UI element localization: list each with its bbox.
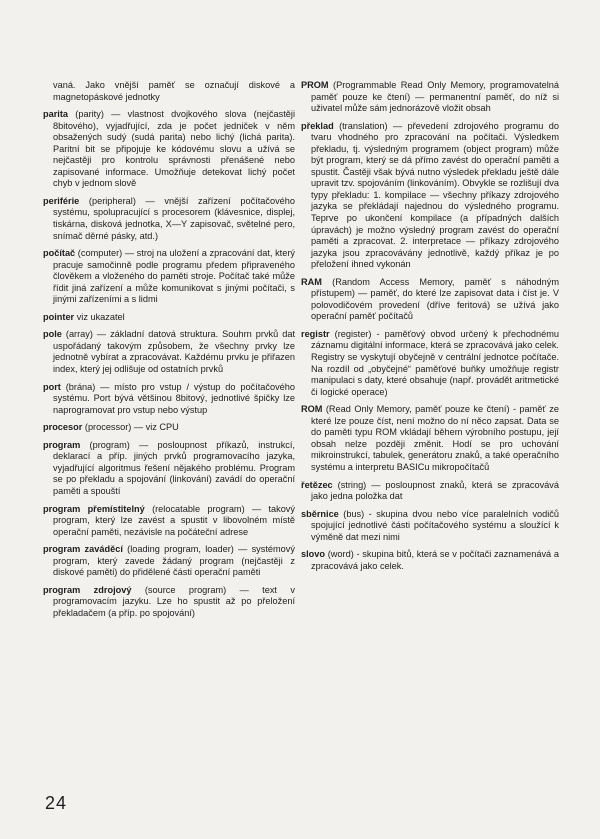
entry-term: pole bbox=[43, 329, 62, 340]
entry-text: (program) — posloupnost příkazů, instrukcí, deklarací a příp. jiných prvků programovacího jazyka, vyjadřující algoritmus řešení nějakého problému. Program se po překladu a spojování (linkování) zavádí do operační paměti a spouští bbox=[53, 439, 295, 496]
entry-term: RAM bbox=[301, 276, 322, 287]
entry-prom bbox=[301, 80, 559, 115]
entry-text: (processor) — viz CPU bbox=[82, 422, 179, 433]
entry-term: sběrnice bbox=[301, 508, 339, 519]
entry-slovo bbox=[301, 549, 559, 572]
entry-term: program přemístitelný bbox=[43, 503, 145, 514]
entry-text: (register) - paměťový obvod určený k přechodnému záznamu digitální informace, která se zpracovává jako celek. Registry se vyskytují obyčejně v centrální jednotce počítače. Na rozdíl od „obyčejné“ paměťové buňky umožňuje registr manipulaci s daty, které obsahuje (např. provádět aritmetické či logické operace) bbox=[311, 328, 559, 397]
entry-text: (bus) - skupina dvou nebo více paralelních vodičů spojující jednotlivé části počítačového systému a sloužící k výměně dat mezi nimi bbox=[311, 508, 559, 542]
entry-port bbox=[43, 382, 295, 417]
entry-text: vaná. Jako vnější paměť se označují diskové a magnetopáskové jednotky bbox=[53, 80, 295, 102]
entry-term: PROM bbox=[301, 80, 329, 90]
entry-pocitac bbox=[43, 248, 295, 306]
page-number: 24 bbox=[45, 793, 68, 813]
entry-term: pointer bbox=[43, 311, 75, 322]
entry-program-zavadeci bbox=[43, 544, 295, 579]
entry-program-premistitelny bbox=[43, 504, 295, 539]
entry-ram bbox=[301, 277, 559, 323]
entry-term: překlad bbox=[301, 120, 334, 131]
entry-periferie bbox=[43, 196, 295, 242]
entry-term: parita bbox=[43, 109, 69, 120]
entry-term: registr bbox=[301, 328, 330, 339]
entry-registr bbox=[301, 329, 559, 398]
entry-text: (brána) — místo pro vstup / výstup do počítačového systému. Port bývá většinou 8bitový, jednotlivé špičky lze naprogramovat pro vstup nebo výstup bbox=[53, 381, 295, 415]
entry-text: (computer) — stroj na uložení a zpracování dat, který pracuje samočinně podle programu předem připraveného člověkem a vloženého do paměti stroje. Počítač také může řídit jiná zařízení a může komunikovat s jinými počítači, s jinými zařízeními a s lidmi bbox=[53, 248, 295, 305]
entry-retezec bbox=[301, 480, 559, 503]
entry-text: (parity) — vlastnost dvojkového slova (nejčastěji 8bitového), vyjadřující, zda je počet jedniček v něm obsažených sudý (sudá parita) nebo lichý (lichá parita). Paritní bit se připojuje ke kódovému slovu a užívá se nejčastěji pro kontrolu správnosti přenášené nebo zapisované informace. Umožňuje detekovat lichý počet chyb v jednom slově bbox=[53, 109, 295, 189]
entry-text: viz ukazatel bbox=[74, 311, 125, 322]
entry-term: slovo bbox=[301, 549, 325, 560]
entry-text: (peripheral) — vnější zařízení počítačového systému, spolupracující s procesorem (klávesnice, displej, tiskárna, disková jednotka, X—Y zapisovač, světelné pero, snímač děrné pásky, atd.) bbox=[53, 195, 295, 241]
entry-text: (word) - skupina bitů, která se v počítači zaznamenává a zpracovává jako celek. bbox=[311, 549, 559, 571]
entry-term: program bbox=[43, 439, 81, 450]
right-column bbox=[301, 80, 559, 578]
entry-preklad bbox=[301, 121, 559, 271]
entry-rom bbox=[301, 404, 559, 473]
entry-text: (string) — posloupnost znaků, která se zpracovává jako jedna položka dat bbox=[311, 479, 559, 502]
entry-term: periférie bbox=[43, 195, 80, 206]
entry-text: (loading program, loader) — systémový program, který zavede žádaný program (nejčastěji z diskové paměti) do přidělené části operační paměti bbox=[53, 544, 295, 578]
entry-procesor bbox=[43, 422, 295, 434]
entry-pole bbox=[43, 329, 295, 375]
entry-term: počítač bbox=[43, 248, 76, 259]
entry-term: program zdrojový bbox=[43, 584, 132, 595]
entry-program bbox=[43, 440, 295, 498]
entry-pointer bbox=[43, 312, 295, 324]
entry-text: (array) — základní datová struktura. Souhrn prvků dat uspořádaný takovým způsobem, že všechny prvky lze jednotně vybírat a zpracovávat. Každému prvku je přiřazen index, který jej odlišuje od ostatních prvků bbox=[53, 329, 295, 375]
entry-text: (Programmable Read Only Memory, programovatelná paměť pouze ke čtení) — permanentní paměť, do níž si uživatel může sám jednorázově vložit obsah bbox=[311, 80, 559, 114]
entry-term: port bbox=[43, 381, 61, 392]
entry-text: (Read Only Memory, paměť pouze ke čtení) - paměť ze které lze pouze číst, není možno do ní něco zapsat. Data se do paměti typu ROM vkládají během výrobního postupu, její obsah nelze později změnit. Hodí se pro uchování mikroinstrukcí, tabulek, generátoru znaků, a také operačního systému a interpretu BASICu mikropočítačů bbox=[311, 404, 559, 472]
entry-text: (source program) — text v programovacím jazyku. Lze ho spustit až po přeložení překladačem (a příp. po spojování) bbox=[53, 584, 295, 618]
entry-text: (translation) — převedení zdrojového programu do tvaru vhodného pro zpracování na počítači. Výsledkem překladu, tj. výsledným programem (object program) může být program, který se dá přímo zavést do operační paměti a spustit. Častěji však bývá nutno výsledek překladu ještě dále upravit tzv. spojováním (linkováním). Obvykle se rozlišují dva typy překladu: 1. kompilace — všechny příkazy zdrojového jazyka se překládají najednou do výsledného programu. Teprve po ukončení kompilace (a případných dalších úpravách) je možno výsledný program zavést do operační paměti a zpracovat. 2. interpretace — příkazy zdrojového jazyka jsou zpracovávány jednotlivě, každý příkaz je po přeložení ihned vykonán bbox=[311, 120, 559, 270]
entry-term: ROM bbox=[301, 404, 323, 415]
entry-program-zdrojovy bbox=[43, 585, 295, 620]
left-column bbox=[43, 80, 295, 625]
entry-vnejsi-pamet-cont bbox=[43, 80, 295, 103]
entry-parita bbox=[43, 109, 295, 190]
entry-text: (relocatable program) — takový program, který lze zavést a spustit v libovolném místě operační paměti, nezávisle na počáteční adrese bbox=[53, 503, 295, 537]
entry-term: program zaváděcí bbox=[43, 544, 123, 555]
entry-text: (Random Access Memory, paměť s náhodným přístupem) — paměť, do které lze zapisovat data i číst je. V polovodičovém provedení (dříve feritová) se užívá jako operační paměť počítačů bbox=[311, 276, 559, 322]
entry-term: procesor bbox=[43, 422, 83, 433]
entry-sbernice bbox=[301, 509, 559, 544]
entry-term: řetězec bbox=[301, 479, 333, 490]
